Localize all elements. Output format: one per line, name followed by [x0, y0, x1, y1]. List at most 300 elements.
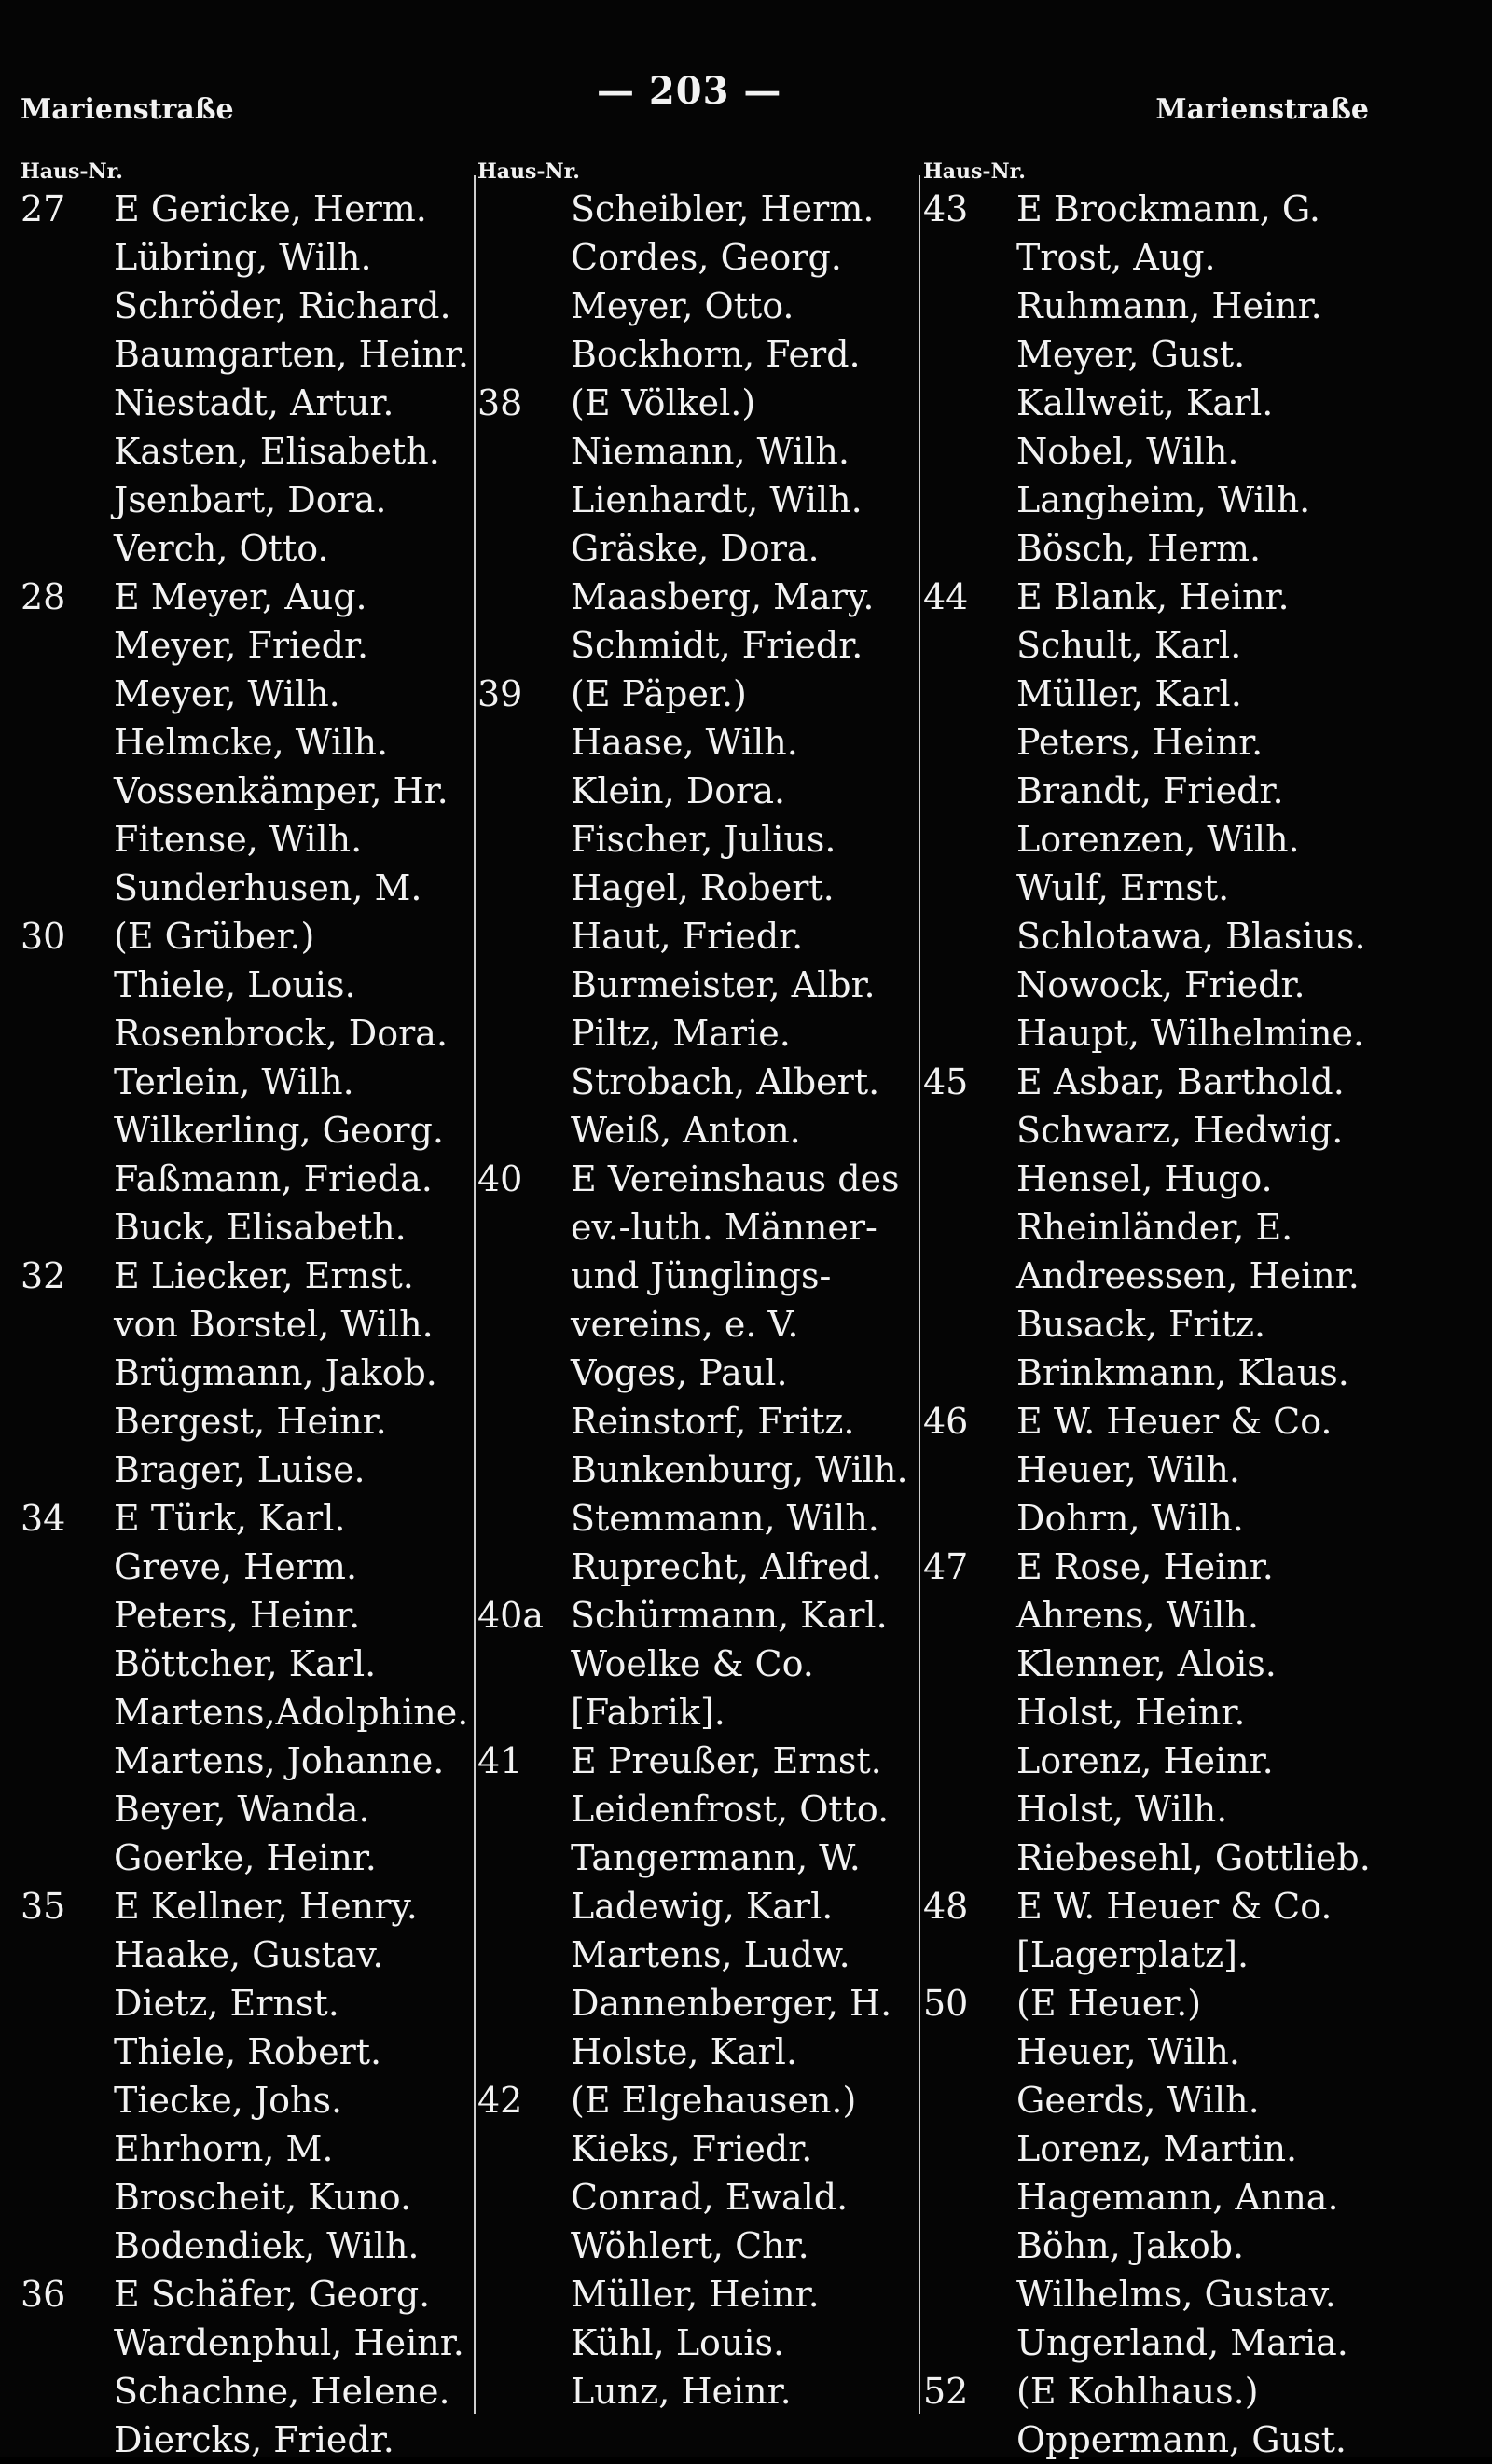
directory-entry: [477, 1446, 932, 1494]
directory-entry: [923, 1009, 1389, 1058]
resident-name: Lorenz, Martin.: [1016, 2128, 1298, 2169]
resident-name: Bockhorn, Ferd.: [571, 334, 861, 375]
directory-entry: [21, 233, 477, 282]
resident-name: E Kellner, Henry.: [114, 1886, 418, 1927]
resident-name: E Asbar, Barthold.: [1016, 1061, 1345, 1102]
house-number: 40: [477, 1158, 523, 1199]
directory-entry: [923, 2319, 1389, 2367]
directory-entry: [21, 961, 477, 1009]
house-number: 27: [21, 188, 66, 229]
resident-name: Burmeister, Albr.: [571, 964, 876, 1005]
directory-entry: [21, 185, 477, 233]
directory-entry: [21, 1349, 477, 1397]
resident-name: Vossenkämper, Hr.: [114, 770, 449, 811]
resident-name: E Brockmann, G.: [1016, 188, 1320, 229]
directory-entry: [21, 2319, 477, 2367]
resident-name: Böhn, Jakob.: [1016, 2225, 1245, 2266]
directory-entry: [21, 1688, 477, 1737]
resident-name: Busack, Fritz.: [1016, 1304, 1266, 1345]
resident-name: Martens,Adolphine.: [114, 1692, 469, 1733]
directory-entry: [477, 1931, 932, 1979]
directory-entry: [21, 2173, 477, 2222]
house-number: 43: [923, 188, 969, 229]
directory-entry: [477, 815, 932, 864]
directory-entry: [21, 2222, 477, 2270]
directory-entry: [477, 379, 932, 427]
directory-entry: [923, 379, 1389, 427]
resident-name: Fischer, Julius.: [571, 819, 836, 860]
resident-name: E Liecker, Ernst.: [114, 1255, 414, 1296]
directory-entry: [923, 2173, 1389, 2222]
resident-name: [Lagerplatz].: [1016, 1934, 1250, 1975]
house-number: 41: [477, 1740, 523, 1781]
resident-name: E Vereinshaus des: [571, 1158, 900, 1199]
house-number: 50: [923, 1983, 969, 2024]
resident-name: Goerke, Heinr.: [114, 1837, 377, 1878]
directory-entry: [923, 2028, 1389, 2076]
directory-entry: [477, 2270, 932, 2319]
resident-name: Heuer, Wilh.: [1016, 2031, 1240, 2072]
resident-name: vereins, e. V.: [571, 1304, 799, 1345]
directory-entry: [477, 1834, 932, 1882]
resident-name: Helmcke, Wilh.: [114, 722, 389, 763]
directory-entry: [477, 1155, 932, 1203]
directory-entry: [21, 1737, 477, 1785]
directory-entry: [477, 1009, 932, 1058]
directory-entry: [21, 1543, 477, 1591]
directory-entry: [21, 1591, 477, 1640]
house-number: 28: [21, 576, 66, 617]
resident-name: Faßmann, Frieda.: [114, 1158, 433, 1199]
resident-name: (E Völkel.): [571, 382, 756, 423]
resident-name: Weiß, Anton.: [571, 1110, 801, 1151]
resident-name: Ladewig, Karl.: [571, 1886, 834, 1927]
resident-name: Buck, Elisabeth.: [114, 1207, 407, 1248]
directory-entry: [923, 2222, 1389, 2270]
resident-name: Schult, Karl.: [1016, 625, 1242, 666]
resident-name: Stemmann, Wilh.: [571, 1498, 879, 1539]
resident-name: Riebesehl, Gottlieb.: [1016, 1837, 1371, 1878]
column-header: Haus-Nr.: [923, 159, 1026, 184]
directory-entry: [923, 1688, 1389, 1737]
resident-name: E Schäfer, Georg.: [114, 2274, 431, 2315]
resident-name: Brügmann, Jakob.: [114, 1352, 437, 1393]
directory-entry: [21, 1785, 477, 1834]
directory-entry: [923, 427, 1389, 476]
directory-entry: [21, 1640, 477, 1688]
directory-entry: [923, 767, 1389, 815]
resident-name: Peters, Heinr.: [1016, 722, 1264, 763]
resident-name: Holste, Karl.: [571, 2031, 798, 2072]
resident-name: E Gericke, Herm.: [114, 188, 427, 229]
resident-name: Jsenbart, Dora.: [114, 479, 387, 520]
resident-name: Meyer, Otto.: [571, 285, 794, 326]
resident-name: (E Grüber.): [114, 916, 315, 957]
directory-entry: [477, 330, 932, 379]
directory-entry: [21, 1494, 477, 1543]
resident-name: Verch, Otto.: [114, 528, 329, 569]
resident-name: Haake, Gustav.: [114, 1934, 384, 1975]
resident-name: E Meyer, Aug.: [114, 576, 367, 617]
house-number: 35: [21, 1886, 66, 1927]
resident-name: Voges, Paul.: [571, 1352, 788, 1393]
directory-entry: [923, 1106, 1389, 1155]
directory-entry: [923, 1155, 1389, 1203]
resident-name: Ruhmann, Heinr.: [1016, 285, 1322, 326]
resident-name: Holst, Wilh.: [1016, 1789, 1228, 1830]
directory-entry: [477, 1737, 932, 1785]
resident-name: Heuer, Wilh.: [1016, 1449, 1240, 1490]
resident-name: Greve, Herm.: [114, 1546, 358, 1587]
resident-name: Scheibler, Herm.: [571, 188, 875, 229]
resident-name: Dietz, Ernst.: [114, 1983, 339, 2024]
directory-entry: [477, 1979, 932, 2028]
directory-entry: [923, 1543, 1389, 1591]
directory-entry: [477, 524, 932, 573]
directory-entry: [21, 427, 477, 476]
directory-entry: [477, 1300, 932, 1349]
resident-name: Ahrens, Wilh.: [1016, 1595, 1259, 1636]
directory-entry: [21, 524, 477, 573]
directory-entry: [21, 815, 477, 864]
resident-name: Oppermann, Gust.: [1016, 2419, 1347, 2460]
resident-name: Schachne, Helene.: [114, 2371, 450, 2412]
resident-name: [Fabrik].: [571, 1692, 725, 1733]
directory-entry: [923, 1737, 1389, 1785]
directory-entry: [21, 1252, 477, 1300]
resident-name: Holst, Heinr.: [1016, 1692, 1246, 1733]
resident-name: Hagemann, Anna.: [1016, 2177, 1339, 2218]
resident-name: Lorenzen, Wilh.: [1016, 819, 1300, 860]
resident-name: Trost, Aug.: [1016, 237, 1216, 278]
resident-name: Piltz, Marie.: [571, 1013, 791, 1054]
directory-entry: [21, 1834, 477, 1882]
directory-entry: [21, 2270, 477, 2319]
resident-name: Niestadt, Artur.: [114, 382, 394, 423]
directory-entry: [923, 864, 1389, 912]
directory-entry: [923, 1300, 1389, 1349]
directory-entry: [923, 621, 1389, 670]
directory-entry: [923, 1931, 1389, 1979]
directory-entry: [477, 1785, 932, 1834]
resident-name: Ehrhorn, M.: [114, 2128, 334, 2169]
resident-name: (E Elgehausen.): [571, 2080, 857, 2121]
directory-entry: [923, 912, 1389, 961]
house-number: 30: [21, 916, 66, 957]
resident-name: Böttcher, Karl.: [114, 1643, 377, 1684]
resident-name: Niemann, Wilh.: [571, 431, 850, 472]
directory-entry: [923, 1397, 1389, 1446]
directory-entry: [21, 1931, 477, 1979]
resident-name: Wardenphul, Heinr.: [114, 2322, 464, 2363]
directory-entry: [21, 2125, 477, 2173]
directory-entry: [923, 1349, 1389, 1397]
directory-entry: [477, 1397, 932, 1446]
directory-entry: [477, 1349, 932, 1397]
directory-entry: [477, 1106, 932, 1155]
directory-entry: [923, 961, 1389, 1009]
directory-entry: [923, 1494, 1389, 1543]
directory-entry: [923, 1834, 1389, 1882]
directory-entry: [923, 1446, 1389, 1494]
directory-entry: [21, 573, 477, 621]
directory-entry: [21, 1106, 477, 1155]
resident-name: Diercks, Friedr.: [114, 2419, 394, 2460]
column-header: Haus-Nr.: [477, 159, 580, 184]
resident-name: Nobel, Wilh.: [1016, 431, 1239, 472]
resident-name: Kasten, Elisabeth.: [114, 431, 440, 472]
resident-name: Brinkmann, Klaus.: [1016, 1352, 1349, 1393]
resident-name: Baumgarten, Heinr.: [114, 334, 469, 375]
resident-name: Beyer, Wanda.: [114, 1789, 370, 1830]
resident-name: Müller, Heinr.: [571, 2274, 820, 2315]
resident-name: Dannenberger, H.: [571, 1983, 892, 2024]
resident-name: Lübring, Wilh.: [114, 237, 372, 278]
resident-name: (E Päper.): [571, 673, 747, 714]
resident-name: Haase, Wilh.: [571, 722, 798, 763]
resident-name: Klein, Dora.: [571, 770, 786, 811]
resident-name: Meyer, Wilh.: [114, 673, 340, 714]
column-header: Haus-Nr.: [21, 159, 123, 184]
directory-entry: [477, 1058, 932, 1106]
directory-entry: [477, 476, 932, 524]
resident-name: E Türk, Karl.: [114, 1498, 346, 1539]
directory-entry: [21, 670, 477, 718]
directory-entry: [21, 476, 477, 524]
directory-entry: [21, 718, 477, 767]
resident-name: E W. Heuer & Co.: [1016, 1886, 1333, 1927]
resident-name: Wulf, Ernst.: [1016, 867, 1230, 908]
resident-name: Sunderhusen, M.: [114, 867, 422, 908]
resident-name: Cordes, Georg.: [571, 237, 842, 278]
resident-name: Kieks, Friedr.: [571, 2128, 813, 2169]
directory-entry: [21, 864, 477, 912]
directory-entry: [477, 621, 932, 670]
resident-name: E Blank, Heinr.: [1016, 576, 1290, 617]
resident-name: Geerds, Wilh.: [1016, 2080, 1260, 2121]
directory-entry: [923, 1058, 1389, 1106]
directory-entry: [477, 1688, 932, 1737]
directory-entry: [923, 1591, 1389, 1640]
resident-name: Bösch, Herm.: [1016, 528, 1262, 569]
directory-entry: [477, 1203, 932, 1252]
resident-name: Thiele, Louis.: [114, 964, 356, 1005]
house-number: 45: [923, 1061, 969, 1102]
house-number: 38: [477, 382, 523, 423]
directory-entry: [477, 1543, 932, 1591]
house-number: 36: [21, 2274, 66, 2315]
resident-name: Martens, Johanne.: [114, 1740, 445, 1781]
resident-name: Hagel, Robert.: [571, 867, 835, 908]
directory-entry: [477, 2222, 932, 2270]
column-2: [477, 159, 932, 2416]
directory-entry: [923, 282, 1389, 330]
house-number: 52: [923, 2371, 969, 2412]
directory-entry: [21, 330, 477, 379]
directory-entry: [923, 185, 1389, 233]
resident-name: Nowock, Friedr.: [1016, 964, 1306, 1005]
directory-entry: [923, 524, 1389, 573]
directory-entry: [477, 185, 932, 233]
directory-entry: [21, 1882, 477, 1931]
resident-name: Schwarz, Hedwig.: [1016, 1110, 1344, 1151]
directory-entry: [477, 233, 932, 282]
directory-entry: [21, 379, 477, 427]
resident-name: Haupt, Wilhelmine.: [1016, 1013, 1365, 1054]
house-number: 44: [923, 576, 969, 617]
resident-name: (E Kohlhaus.): [1016, 2371, 1259, 2412]
directory-entry: [923, 2367, 1389, 2416]
house-number: 34: [21, 1498, 66, 1539]
directory-entry: [923, 2270, 1389, 2319]
directory-entry: [477, 1882, 932, 1931]
resident-name: Woelke & Co.: [571, 1643, 814, 1684]
resident-name: Andreessen, Heinr.: [1016, 1255, 1360, 1296]
house-number: 40a: [477, 1595, 545, 1636]
directory-entry: [477, 1640, 932, 1688]
resident-name: Bodendiek, Wilh.: [114, 2225, 420, 2266]
resident-name: Brandt, Friedr.: [1016, 770, 1284, 811]
directory-entry: [477, 912, 932, 961]
resident-name: Wilkerling, Georg.: [114, 1110, 444, 1151]
resident-name: Lorenz, Heinr.: [1016, 1740, 1274, 1781]
directory-entry: [477, 2076, 932, 2125]
directory-entry: [21, 1300, 477, 1349]
directory-entry: [923, 330, 1389, 379]
directory-entry: [477, 670, 932, 718]
directory-entry: [21, 1979, 477, 2028]
directory-entry: [477, 2125, 932, 2173]
directory-entry: [477, 1252, 932, 1300]
directory-entry: [923, 1640, 1389, 1688]
resident-name: Bergest, Heinr.: [114, 1401, 387, 1442]
house-number: 47: [923, 1546, 969, 1587]
resident-name: Leidenfrost, Otto.: [571, 1789, 890, 1830]
resident-name: Thiele, Robert.: [114, 2031, 382, 2072]
resident-name: Meyer, Friedr.: [114, 625, 369, 666]
resident-name: Haut, Friedr.: [571, 916, 804, 957]
directory-entry: [923, 1203, 1389, 1252]
directory-entry: [477, 1494, 932, 1543]
resident-name: Strobach, Albert.: [571, 1061, 880, 1102]
resident-name: Lunz, Heinr.: [571, 2371, 792, 2412]
directory-entry: [477, 2319, 932, 2367]
resident-name: Martens, Ludw.: [571, 1934, 850, 1975]
resident-name: ev.-luth. Männer-: [571, 1207, 877, 1248]
directory-entry: [21, 1058, 477, 1106]
resident-name: Meyer, Gust.: [1016, 334, 1246, 375]
resident-name: Wilhelms, Gustav.: [1016, 2274, 1336, 2315]
directory-entry: [477, 864, 932, 912]
resident-name: Broscheit, Kuno.: [114, 2177, 412, 2218]
resident-name: Dohrn, Wilh.: [1016, 1498, 1244, 1539]
directory-entry: [21, 2416, 477, 2464]
directory-entry: [21, 767, 477, 815]
resident-name: Hensel, Hugo.: [1016, 1158, 1273, 1199]
resident-name: Gräske, Dora.: [571, 528, 820, 569]
directory-entry: [923, 1785, 1389, 1834]
resident-name: E Rose, Heinr.: [1016, 1546, 1274, 1587]
house-number: 48: [923, 1886, 969, 1927]
resident-name: Tiecke, Johs.: [114, 2080, 343, 2121]
directory-entry: [477, 767, 932, 815]
house-number: 46: [923, 1401, 969, 1442]
running-head-right: Marienstraße: [1155, 93, 1369, 126]
directory-entry: [21, 1397, 477, 1446]
resident-name: Lienhardt, Wilh.: [571, 479, 863, 520]
directory-entry: [21, 1446, 477, 1494]
directory-entry: [477, 2028, 932, 2076]
resident-name: Kühl, Louis.: [571, 2322, 785, 2363]
directory-entry: [923, 2125, 1389, 2173]
directory-entry: [923, 573, 1389, 621]
resident-name: Müller, Karl.: [1016, 673, 1242, 714]
directory-entry: [923, 476, 1389, 524]
directory-entry: [923, 2076, 1389, 2125]
directory-entry: [923, 1979, 1389, 2028]
resident-name: Reinstorf, Fritz.: [571, 1401, 855, 1442]
resident-name: von Borstel, Wilh.: [114, 1304, 434, 1345]
resident-name: Schröder, Richard.: [114, 285, 451, 326]
resident-name: Fitense, Wilh.: [114, 819, 363, 860]
resident-name: Bunkenburg, Wilh.: [571, 1449, 908, 1490]
directory-entry: [477, 2173, 932, 2222]
resident-name: Klenner, Alois.: [1016, 1643, 1277, 1684]
directory-entry: [21, 282, 477, 330]
directory-entry: [477, 718, 932, 767]
resident-name: Schürmann, Karl.: [571, 1595, 888, 1636]
column-3: [923, 159, 1389, 2464]
resident-name: Tangermann, W.: [571, 1837, 861, 1878]
resident-name: Ungerland, Maria.: [1016, 2322, 1348, 2363]
column-1: [21, 159, 477, 2464]
directory-entry: [923, 670, 1389, 718]
resident-name: und Jünglings-: [571, 1255, 832, 1296]
resident-name: Schlotawa, Blasius.: [1016, 916, 1366, 957]
resident-name: (E Heuer.): [1016, 1983, 1202, 2024]
resident-name: Schmidt, Friedr.: [571, 625, 863, 666]
resident-name: Langheim, Wilh.: [1016, 479, 1311, 520]
directory-entry: [21, 912, 477, 961]
house-number: 39: [477, 673, 523, 714]
directory-entry: [21, 2076, 477, 2125]
resident-name: Kallweit, Karl.: [1016, 382, 1274, 423]
directory-entry: [477, 573, 932, 621]
resident-name: Rosenbrock, Dora.: [114, 1013, 449, 1054]
house-number: 42: [477, 2080, 523, 2121]
directory-entry: [477, 1591, 932, 1640]
directory-entry: [923, 1252, 1389, 1300]
directory-entry: [21, 2028, 477, 2076]
resident-name: E W. Heuer & Co.: [1016, 1401, 1333, 1442]
directory-entry: [923, 2416, 1389, 2464]
resident-name: Brager, Luise.: [114, 1449, 366, 1490]
resident-name: Wöhlert, Chr.: [571, 2225, 809, 2266]
directory-entry: [923, 233, 1389, 282]
page-number: — 203 —: [597, 69, 782, 113]
directory-entry: [477, 282, 932, 330]
resident-name: Ruprecht, Alfred.: [571, 1546, 882, 1587]
directory-entry: [477, 2367, 932, 2416]
running-head-left: Marienstraße: [21, 93, 234, 126]
resident-name: E Preußer, Ernst.: [571, 1740, 882, 1781]
directory-entry: [21, 1155, 477, 1203]
directory-entry: [923, 718, 1389, 767]
resident-name: Rheinländer, E.: [1016, 1207, 1293, 1248]
directory-entry: [923, 815, 1389, 864]
resident-name: Peters, Heinr.: [114, 1595, 361, 1636]
resident-name: Conrad, Ewald.: [571, 2177, 849, 2218]
